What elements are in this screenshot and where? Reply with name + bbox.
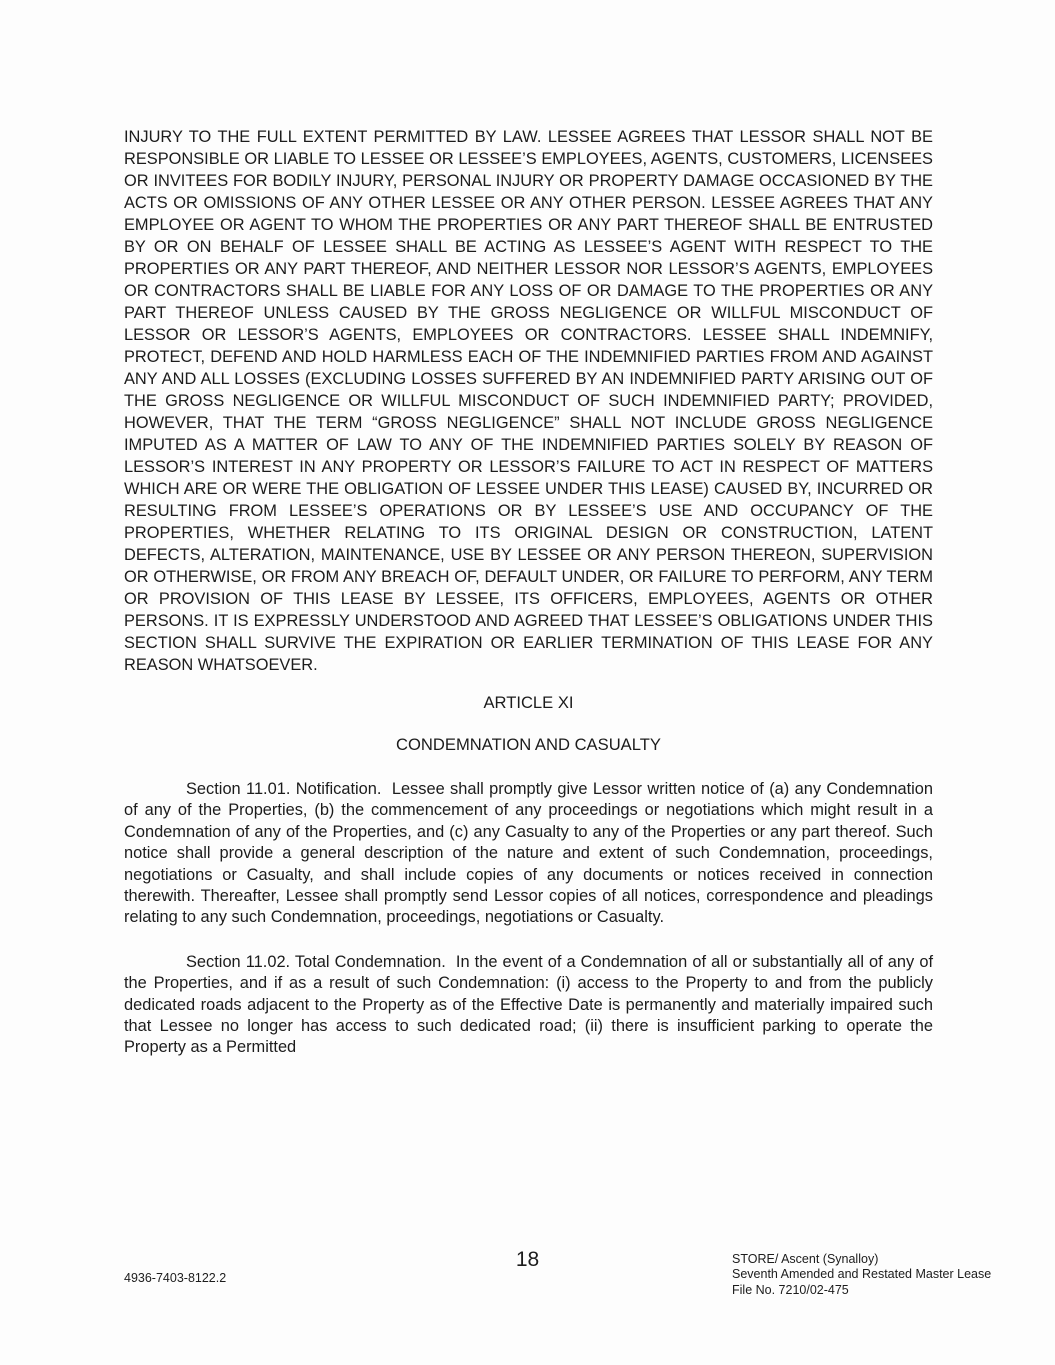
footer-case-info-line-1: STORE/ Ascent (Synalloy) xyxy=(732,1252,879,1266)
section-11-01-paragraph xyxy=(124,779,933,929)
section-11-01-title: Notification. xyxy=(295,780,382,798)
page-number: 18 xyxy=(515,1248,540,1271)
article-title: CONDEMNATION AND CASUALTY xyxy=(396,735,661,754)
section-11-01-body: Lessee shall promptly give Lessor written notice of (a) any Condemnation of any of the Properties, (b) the commencement of any proceedings or negotiations which might result in a Condemnation of any of the Properties, and (c) any Casualty to any of the Properties or any part thereof. Such notice shall provide a general description of the nature and extent of such Condemnation, proceedings, negotiations or Casualty, and shall include copies of any documents or notices received in connection therewith. Thereafter, Lessee shall promptly send Lessor copies of all notices, correspondence and pleadings relating to any such Condemnation, proceedings, negotiations or Casualty. xyxy=(124,780,934,927)
indemnification-continuation-paragraph: INJURY TO THE FULL EXTENT PERMITTED BY LAW. LESSEE AGREES THAT LESSOR SHALL NOT BE RESPONSIBLE OR LIABLE TO LESSEE OR LESSEE’S EMPLOYEES, AGENTS, CUSTOMERS, LICENSEES OR INVITEES FOR BODILY INJURY, PERSONAL INJURY OR PROPERTY DAMAGE OCCASIONED BY THE ACTS OR OMISSIONS OF ANY OTHER LESSEE OR ANY OTHER PERSON. LESSEE AGREES THAT ANY EMPLOYEE OR AGENT TO WHOM THE PROPERTIES OR ANY PART THEREOF SHALL BE ENTRUSTED BY OR ON BEHALF OF LESSEE SHALL BE ACTING AS LESSEE’S AGENT WITH RESPECT TO THE PROPERTIES OR ANY PART THEREOF, AND NEITHER LESSOR NOR LESSOR’S AGENTS, EMPLOYEES OR CONTRACTORS SHALL BE LIABLE FOR ANY LOSS OF OR DAMAGE TO THE PROPERTIES OR ANY PART THEREOF UNLESS CAUSED BY THE GROSS NEGLIGENCE OR WILLFUL MISCONDUCT OF LESSOR OR LESSOR’S AGENTS, EMPLOYEES OR CONTRACTORS. LESSEE SHALL INDEMNIFY, PROTECT, DEFEND AND HOLD HARMLESS EACH OF THE INDEMNIFIED PARTIES FROM AND AGAINST ANY AND ALL LOSSES (EXCLUDING LOSSES SUFFERED BY AN INDEMNIFIED PARTY ARISING OUT OF THE GROSS NEGLIGENCE OR WILLFUL MISCONDUCT OF SUCH INDEMNIFIED PARTY; PROVIDED, HOWEVER, THAT THE TERM “GROSS NEGLIGENCE” SHALL NOT INCLUDE GROSS NEGLIGENCE IMPUTED AS A MATTER OF LAW TO ANY OF THE INDEMNIFIED PARTIES SOLELY BY REASON OF LESSOR’S INTEREST IN ANY PROPERTY OR LESSOR’S FAILURE TO ACT IN RESPECT OF MATTERS WHICH ARE OR WERE THE OBLIGATION OF LESSEE UNDER THIS LEASE) CAUSED BY, INCURRED OR RESULTING FROM LESSEE’S OPERATIONS OR BY LESSEE’S USE AND OCCUPANCY OF THE PROPERTIES, WHETHER RELATING TO ITS ORIGINAL DESIGN OR CONSTRUCTION, LATENT DEFECTS, ALTERATION, MAINTENANCE, USE BY LESSEE OR ANY PERSON THEREON, SUPERVISION OR OTHERWISE, OR FROM ANY BREACH OF, DEFAULT UNDER, OR FAILURE TO PERFORM, ANY TERM OR PROVISION OF THIS LEASE BY LESSEE, ITS OFFICERS, EMPLOYEES, AGENTS OR OTHER PERSONS. IT IS EXPRESSLY UNDERSTOOD AND AGREED THAT LESSEE’S OBLIGATIONS UNDER THIS SECTION SHALL SURVIVE THE EXPIRATION OR EARLIER TERMINATION OF THIS LEASE FOR ANY REASON WHATSOEVER. xyxy=(124,128,933,674)
footer-case-info xyxy=(732,1252,991,1298)
section-11-02-title: Total Condemnation. xyxy=(294,952,446,971)
section-11-02-body: In the event of a Condemnation of all or substantially all of any of the Properties, and if as a result of such Condemnation: (i) access to the Property to and from the publicly dedicated roads adjacent to the Property as of the Effective Date is permanently and materially impaired such that Lessee no longer has access to such dedicated road; (ii) there is insufficient parking to operate the Property as a Permitted xyxy=(124,952,933,1057)
footer-case-info-line-2: Seventh Amended and Restated Master Lease xyxy=(732,1267,992,1282)
footer-case-info-line-3: File No. 7210/02-475 xyxy=(732,1282,849,1297)
page-body xyxy=(124,126,933,1059)
section-11-02-label: Section 11.02. xyxy=(186,952,291,971)
footer-document-id: 4936-7403-8122.2 xyxy=(124,1271,227,1285)
section-11-02-paragraph xyxy=(124,952,933,1059)
section-11-01-label: Section 11.01. xyxy=(186,780,291,798)
article-heading: ARTICLE XI xyxy=(483,693,574,712)
